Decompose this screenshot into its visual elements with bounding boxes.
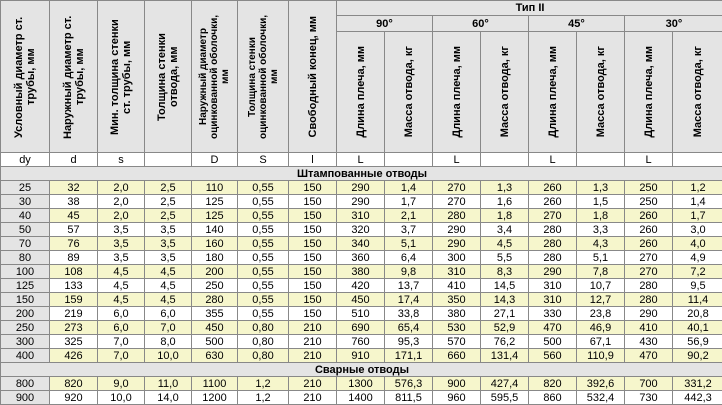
table-cell: 3,5 [145, 223, 192, 237]
symbol-cell: dy [1, 153, 50, 167]
table-cell: 17,4 [385, 293, 433, 307]
table-cell: 560 [529, 349, 577, 363]
table-cell: 2,1 [385, 209, 433, 223]
table-cell: 4,5 [98, 279, 145, 293]
symbol-cell: d [50, 153, 98, 167]
row-header-cell: 150 [1, 293, 50, 307]
col-header-arm-length: Длина плеча, мм [625, 32, 673, 153]
col-header-bend-mass: Масса отвода, кг [673, 32, 722, 153]
table-cell: 150 [289, 293, 337, 307]
table-cell: 273 [50, 321, 98, 335]
table-cell: 33,8 [385, 307, 433, 321]
table-cell: 32 [50, 181, 98, 195]
table-cell: 630 [192, 349, 238, 363]
table-cell: 110 [192, 181, 238, 195]
table-cell: 0,55 [238, 251, 289, 265]
table-cell: 4,5 [145, 293, 192, 307]
table-cell: 11,4 [673, 293, 722, 307]
table-cell: 280 [192, 293, 238, 307]
table-row [1, 321, 722, 335]
table-cell: 260 [625, 209, 673, 223]
table-cell: 150 [289, 209, 337, 223]
table-cell: 150 [289, 279, 337, 293]
table-cell: 95,3 [385, 335, 433, 349]
table-cell: 5,1 [577, 251, 625, 265]
table-header [1, 1, 722, 153]
table-cell: 290 [433, 237, 481, 251]
table-cell: 46,9 [577, 321, 625, 335]
table-cell: 1,6 [481, 195, 529, 209]
table-cell: 1200 [192, 391, 238, 405]
table-cell: 125 [192, 195, 238, 209]
table-cell: 470 [529, 321, 577, 335]
row-header-cell: 250 [1, 321, 50, 335]
row-header-cell: 125 [1, 279, 50, 293]
table-cell: 6,0 [98, 307, 145, 321]
table-cell: 1300 [337, 377, 385, 391]
table-cell: 280 [433, 209, 481, 223]
table-cell: 280 [625, 293, 673, 307]
table-cell: 57 [50, 223, 98, 237]
table-cell: 1,7 [673, 209, 722, 223]
table-cell: 820 [50, 377, 98, 391]
table-cell: 1,2 [673, 181, 722, 195]
row-header-cell: 50 [1, 223, 50, 237]
table-row [1, 223, 722, 237]
table-cell: 260 [529, 195, 577, 209]
table-cell: 180 [192, 251, 238, 265]
table-cell: 110,9 [577, 349, 625, 363]
col-header-bend-mass: Масса отвода, кг [481, 32, 529, 153]
table-cell: 38 [50, 195, 98, 209]
table-cell: 270 [625, 251, 673, 265]
table-cell: 3,7 [385, 223, 433, 237]
table-cell: 6,0 [98, 321, 145, 335]
table-cell: 310 [337, 209, 385, 223]
table-cell: 300 [433, 251, 481, 265]
col-header-bend-mass: Масса отвода, кг [577, 32, 625, 153]
table-cell: 8,3 [481, 265, 529, 279]
table-cell: 4,5 [145, 265, 192, 279]
table-cell: 290 [337, 195, 385, 209]
table-cell: 150 [289, 195, 337, 209]
table-cell: 10,0 [145, 349, 192, 363]
section-title: Штампованные отводы [1, 167, 722, 181]
table-cell: 210 [289, 321, 337, 335]
table-cell: 1400 [337, 391, 385, 405]
table-cell: 470 [625, 349, 673, 363]
table-cell: 1,2 [238, 391, 289, 405]
table-cell: 125 [192, 209, 238, 223]
symbol-cell: D [192, 153, 238, 167]
table-cell: 250 [192, 279, 238, 293]
table-cell: 1,3 [481, 181, 529, 195]
table-cell: 260 [625, 223, 673, 237]
table-cell: 2,0 [98, 209, 145, 223]
table-cell: 0,80 [238, 321, 289, 335]
table-cell: 67,1 [577, 335, 625, 349]
table-cell: 290 [337, 181, 385, 195]
table-cell: 8,0 [145, 335, 192, 349]
table-cell: 510 [337, 307, 385, 321]
table-cell: 660 [433, 349, 481, 363]
row-header-cell: 300 [1, 335, 50, 349]
table-row [1, 279, 722, 293]
table-cell: 360 [337, 251, 385, 265]
row-header-cell: 25 [1, 181, 50, 195]
table-cell: 500 [192, 335, 238, 349]
table-cell: 576,3 [385, 377, 433, 391]
symbol-cell [577, 153, 625, 167]
table-cell: 270 [529, 209, 577, 223]
table-cell: 27,1 [481, 307, 529, 321]
table-cell: 2,0 [98, 181, 145, 195]
row-header-cell: 70 [1, 237, 50, 251]
table-cell: 910 [337, 349, 385, 363]
table-cell: 150 [289, 265, 337, 279]
table-cell: 4,5 [98, 293, 145, 307]
table-cell: 1,8 [481, 209, 529, 223]
table-cell: 730 [625, 391, 673, 405]
table-cell: 14,3 [481, 293, 529, 307]
row-header-cell: 900 [1, 391, 50, 405]
table-cell: 9,8 [385, 265, 433, 279]
table-cell: 6,4 [385, 251, 433, 265]
table-cell: 290 [433, 223, 481, 237]
table-cell: 570 [433, 335, 481, 349]
table-cell: 210 [289, 335, 337, 349]
table-cell: 3,5 [98, 251, 145, 265]
col-header-min-wall: Мин. толщина стенки ст. трубы, мм [98, 1, 145, 153]
table-cell: 10,7 [577, 279, 625, 293]
table-cell: 442,3 [673, 391, 722, 405]
table-cell: 5,1 [385, 237, 433, 251]
table-cell: 7,8 [577, 265, 625, 279]
symbol-cell: S [238, 153, 289, 167]
table-cell: 40,1 [673, 321, 722, 335]
table-cell: 1,2 [238, 377, 289, 391]
table-row [1, 391, 722, 405]
table-cell: 595,5 [481, 391, 529, 405]
angle-header-30: 30° [625, 16, 722, 32]
table-cell: 1,4 [385, 181, 433, 195]
table-cell: 280 [625, 279, 673, 293]
table-cell: 811,5 [385, 391, 433, 405]
section-title-row [1, 363, 722, 377]
table-row [1, 209, 722, 223]
table-cell: 76,2 [481, 335, 529, 349]
table-cell: 52,9 [481, 321, 529, 335]
table-cell: 23,8 [577, 307, 625, 321]
row-header-cell: 200 [1, 307, 50, 321]
table-cell: 820 [529, 377, 577, 391]
table-cell: 260 [529, 181, 577, 195]
table-cell: 9,0 [98, 377, 145, 391]
table-cell: 0,55 [238, 209, 289, 223]
col-header-sheath-wall: Толщина стенки оцинкованной оболочки, мм [238, 1, 289, 153]
table-cell: 140 [192, 223, 238, 237]
table-cell: 0,55 [238, 223, 289, 237]
table-cell: 250 [625, 181, 673, 195]
table-cell: 330 [529, 307, 577, 321]
table-cell: 14,5 [481, 279, 529, 293]
table-cell: 690 [337, 321, 385, 335]
table-cell: 89 [50, 251, 98, 265]
table-cell: 1,4 [673, 195, 722, 209]
angle-header-90: 90° [337, 16, 433, 32]
table-cell: 290 [625, 307, 673, 321]
table-cell: 0,55 [238, 265, 289, 279]
row-header-cell: 30 [1, 195, 50, 209]
table-cell: 280 [529, 223, 577, 237]
table-cell: 200 [192, 265, 238, 279]
table-cell: 1,7 [385, 195, 433, 209]
table-cell: 0,80 [238, 349, 289, 363]
table-cell: 4,9 [673, 251, 722, 265]
table-cell: 1,5 [577, 195, 625, 209]
table-cell: 150 [289, 237, 337, 251]
table-cell: 270 [433, 195, 481, 209]
col-header-free-end: Свободный конец, мм [289, 1, 337, 153]
table-cell: 290 [529, 265, 577, 279]
table-cell: 3,5 [98, 223, 145, 237]
table-cell: 210 [289, 349, 337, 363]
table-cell: 11,0 [145, 377, 192, 391]
table-cell: 532,4 [577, 391, 625, 405]
table-body [1, 153, 722, 405]
table-row [1, 195, 722, 209]
row-header-cell: 40 [1, 209, 50, 223]
table-cell: 0,55 [238, 293, 289, 307]
table-cell: 131,4 [481, 349, 529, 363]
table-cell: 310 [529, 293, 577, 307]
table-cell: 280 [529, 251, 577, 265]
table-cell: 250 [625, 195, 673, 209]
table-cell: 450 [337, 293, 385, 307]
col-header-arm-length: Длина плеча, мм [433, 32, 481, 153]
table-cell: 4,5 [98, 265, 145, 279]
table-cell: 45 [50, 209, 98, 223]
table-cell: 427,4 [481, 377, 529, 391]
table-cell: 0,55 [238, 195, 289, 209]
table-cell: 280 [529, 237, 577, 251]
table-cell: 65,4 [385, 321, 433, 335]
symbol-cell: l [289, 153, 337, 167]
table-cell: 210 [289, 377, 337, 391]
table-cell: 260 [625, 237, 673, 251]
table-row [1, 335, 722, 349]
table-cell: 90,2 [673, 349, 722, 363]
table-cell: 380 [337, 265, 385, 279]
table-cell: 700 [625, 377, 673, 391]
symbol-cell: L [433, 153, 481, 167]
col-header-arm-length: Длина плеча, мм [529, 32, 577, 153]
table-cell: 219 [50, 307, 98, 321]
row-header-cell: 100 [1, 265, 50, 279]
section-title: Сварные отводы [1, 363, 722, 377]
table-cell: 13,7 [385, 279, 433, 293]
symbol-cell: L [625, 153, 673, 167]
table-cell: 2,5 [145, 209, 192, 223]
table-cell: 1,8 [577, 209, 625, 223]
table-cell: 2,5 [145, 195, 192, 209]
table-cell: 1,3 [577, 181, 625, 195]
table-row [1, 307, 722, 321]
table-cell: 4,3 [577, 237, 625, 251]
table-cell: 270 [625, 265, 673, 279]
table-cell: 150 [289, 181, 337, 195]
table-cell: 0,55 [238, 181, 289, 195]
table-cell: 3,5 [145, 237, 192, 251]
table-cell: 159 [50, 293, 98, 307]
table-cell: 14,0 [145, 391, 192, 405]
table-cell: 7,0 [98, 335, 145, 349]
angle-header-45: 45° [529, 16, 625, 32]
table-cell: 7,0 [145, 321, 192, 335]
table-cell: 9,5 [673, 279, 722, 293]
table-cell: 310 [433, 265, 481, 279]
table-cell: 12,7 [577, 293, 625, 307]
table-cell: 0,80 [238, 335, 289, 349]
table-cell: 860 [529, 391, 577, 405]
table-row [1, 293, 722, 307]
table-cell: 331,2 [673, 377, 722, 391]
table-cell: 500 [529, 335, 577, 349]
table-row [1, 251, 722, 265]
table-cell: 4,5 [481, 237, 529, 251]
table-cell: 150 [289, 307, 337, 321]
table-cell: 355 [192, 307, 238, 321]
table-row [1, 377, 722, 391]
table-cell: 133 [50, 279, 98, 293]
table-cell: 6,0 [145, 307, 192, 321]
symbol-cell [385, 153, 433, 167]
section-title-row [1, 167, 722, 181]
table-cell: 3,3 [577, 223, 625, 237]
table-cell: 3,0 [673, 223, 722, 237]
table-cell: 5,5 [481, 251, 529, 265]
angle-header-60: 60° [433, 16, 529, 32]
col-header-bend-mass: Масса отвода, кг [385, 32, 433, 153]
table-cell: 160 [192, 237, 238, 251]
col-header-arm-length: Длина плеча, мм [337, 32, 385, 153]
table-cell: 171,1 [385, 349, 433, 363]
symbol-row [1, 153, 722, 167]
col-header-nominal-diameter: Условный диаметр ст. трубы, мм [1, 1, 50, 153]
table-cell: 10,0 [98, 391, 145, 405]
symbol-cell [145, 153, 192, 167]
table-row [1, 237, 722, 251]
table-cell: 340 [337, 237, 385, 251]
col-header-bend-wall: Толщина стенки отвода, мм [145, 1, 192, 153]
table-cell: 7,0 [98, 349, 145, 363]
table-cell: 530 [433, 321, 481, 335]
table-cell: 310 [529, 279, 577, 293]
col-header-outer-diameter: Наружный диаметр ст. трубы, мм [50, 1, 98, 153]
table-cell: 20,8 [673, 307, 722, 321]
symbol-cell: L [529, 153, 577, 167]
table-cell: 3,4 [481, 223, 529, 237]
table-cell: 0,55 [238, 237, 289, 251]
symbol-cell [481, 153, 529, 167]
type-group-header: Тип II [337, 1, 722, 16]
table-cell: 410 [625, 321, 673, 335]
row-header-cell: 800 [1, 377, 50, 391]
table-cell: 960 [433, 391, 481, 405]
table-cell: 7,2 [673, 265, 722, 279]
table-cell: 410 [433, 279, 481, 293]
table-cell: 210 [289, 391, 337, 405]
table-cell: 900 [433, 377, 481, 391]
table-cell: 3,5 [145, 251, 192, 265]
symbol-cell [673, 153, 722, 167]
table-cell: 2,0 [98, 195, 145, 209]
table-cell: 920 [50, 391, 98, 405]
row-header-cell: 80 [1, 251, 50, 265]
table-cell: 325 [50, 335, 98, 349]
table-cell: 108 [50, 265, 98, 279]
table-cell: 320 [337, 223, 385, 237]
table-cell: 270 [433, 181, 481, 195]
table-cell: 150 [289, 251, 337, 265]
table-cell: 420 [337, 279, 385, 293]
table-cell: 430 [625, 335, 673, 349]
symbol-cell: L [337, 153, 385, 167]
col-header-sheath-diameter: Наружный диаметр оцинкованной оболочки, мм [192, 1, 238, 153]
table-cell: 150 [289, 223, 337, 237]
table-cell: 426 [50, 349, 98, 363]
table-cell: 76 [50, 237, 98, 251]
table-cell: 56,9 [673, 335, 722, 349]
table-cell: 392,6 [577, 377, 625, 391]
table-row [1, 349, 722, 363]
symbol-cell: s [98, 153, 145, 167]
table-cell: 350 [433, 293, 481, 307]
table-cell: 760 [337, 335, 385, 349]
table-cell: 4,5 [145, 279, 192, 293]
table-row [1, 181, 722, 195]
table-cell: 0,55 [238, 307, 289, 321]
table-cell: 4,0 [673, 237, 722, 251]
table-cell: 0,55 [238, 279, 289, 293]
row-header-cell: 400 [1, 349, 50, 363]
table-cell: 3,5 [98, 237, 145, 251]
table-cell: 1100 [192, 377, 238, 391]
table-row [1, 265, 722, 279]
table-cell: 2,5 [145, 181, 192, 195]
table-cell: 450 [192, 321, 238, 335]
table-cell: 380 [433, 307, 481, 321]
